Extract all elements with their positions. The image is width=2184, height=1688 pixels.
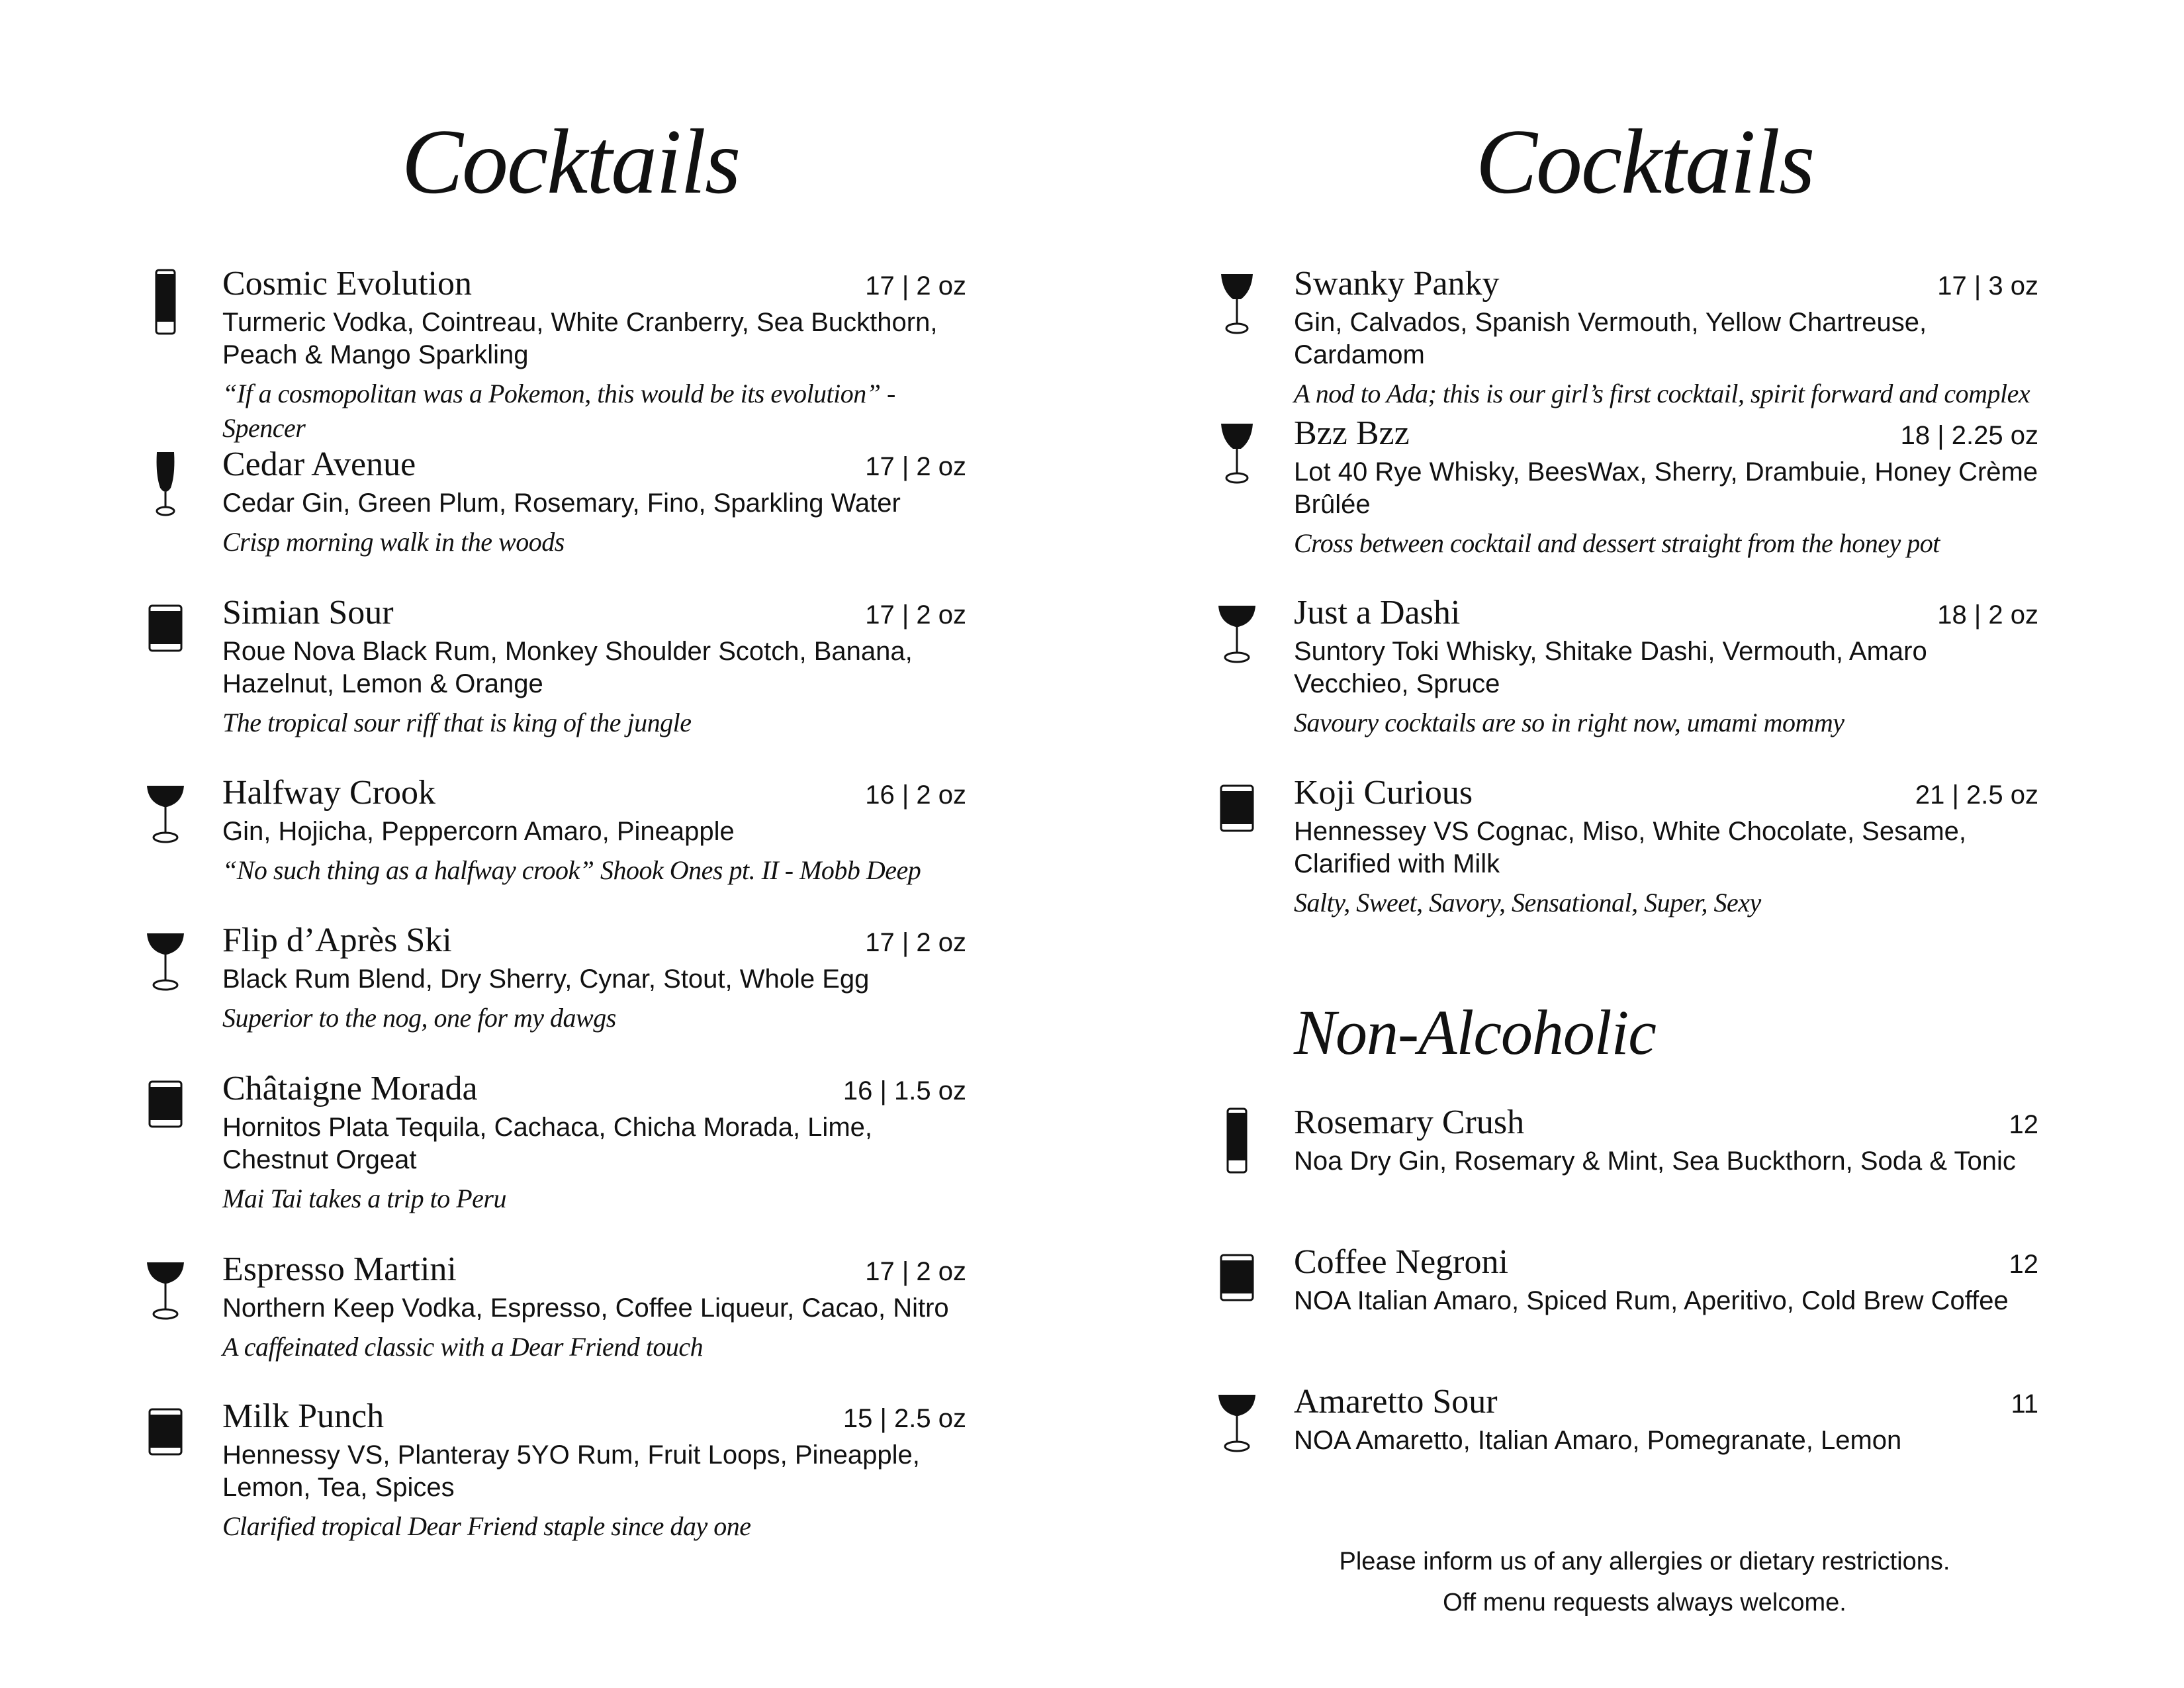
menu-item-cedar-avenue xyxy=(222,444,966,559)
drink-note: The tropical sour riff that is king of the jungle xyxy=(222,708,692,737)
menu-item-milk-punch xyxy=(222,1396,966,1544)
drink-ingredients: Cedar Gin, Green Plum, Rosemary, Fino, Sparkling Water xyxy=(222,489,901,518)
drink-name: Swanky Panky xyxy=(1294,265,1500,303)
drink-name: Cedar Avenue xyxy=(222,445,416,483)
rocks-glass-icon xyxy=(144,1072,187,1141)
drink-ingredients: Gin, Hojicha, Peppercorn Amaro, Pineapple xyxy=(222,817,735,846)
drink-price: 11 xyxy=(2011,1389,2038,1419)
menu-item-cha-taigne-morada xyxy=(222,1068,966,1216)
drink-name: Châtaigne Morada xyxy=(222,1070,478,1107)
drink-note: Salty, Sweet, Savory, Sensational, Super, Sexy xyxy=(1294,888,1761,917)
menu-item-espresso-martini xyxy=(222,1249,966,1364)
drink-price: 17 | 2 oz xyxy=(865,1257,966,1286)
non-alcoholic-heading: Non-Alcoholic xyxy=(1294,997,1656,1068)
drink-ingredients: Suntory Toki Whisky, Shitake Dashi, Vermouth, Amaro Vecchieo, Spruce xyxy=(1294,637,1927,698)
coupe-glass-icon xyxy=(144,924,187,993)
drink-ingredients: Hennessy VS, Planteray 5YO Rum, Fruit Loops, Pineapple, Lemon, Tea, Spices xyxy=(222,1440,920,1502)
rocks-glass-icon xyxy=(1216,776,1258,845)
menu-item-just-a-dashi xyxy=(1294,592,2038,740)
coupe-glass-icon xyxy=(144,776,187,845)
drink-note: Clarified tropical Dear Friend staple since day one xyxy=(222,1511,751,1541)
menu-item-koji-curious xyxy=(1294,773,2038,920)
drink-price: 16 | 2 oz xyxy=(865,780,966,810)
drink-ingredients: Noa Dry Gin, Rosemary & Mint, Sea Buckthorn, Soda & Tonic xyxy=(1294,1147,2016,1176)
drink-name: Halfway Crook xyxy=(222,774,436,812)
rocks-glass-icon xyxy=(144,596,187,665)
drink-price: 21 | 2.5 oz xyxy=(1915,780,2038,810)
drink-name: Cosmic Evolution xyxy=(222,265,472,303)
off-menu-notice: Off menu requests always welcome. xyxy=(1443,1589,1846,1617)
drink-ingredients: Black Rum Blend, Dry Sherry, Cynar, Stout, Whole Egg xyxy=(222,964,870,994)
rocks-glass-icon xyxy=(1216,1246,1258,1315)
drink-price: 17 | 2 oz xyxy=(865,271,966,301)
menu-item-flip-d-apre-s-ski xyxy=(222,920,966,1035)
drink-ingredients: Roue Nova Black Rum, Monkey Shoulder Scotch, Banana, Hazelnut, Lemon & Orange xyxy=(222,637,913,698)
menu-item-simian-sour xyxy=(222,592,966,740)
drink-name: Simian Sour xyxy=(222,594,394,632)
drink-ingredients: Hornitos Plata Tequila, Cachaca, Chicha Morada, Lime, Chestnut Orgeat xyxy=(222,1113,872,1174)
coupe-glass-icon xyxy=(144,1253,187,1322)
drink-note: A caffeinated classic with a Dear Friend touch xyxy=(222,1332,704,1362)
coupe-glass-icon xyxy=(1216,596,1258,665)
rocks-glass-icon xyxy=(144,1400,187,1469)
drink-ingredients: Lot 40 Rye Whisky, BeesWax, Sherry, Drambuie, Honey Crème Brûlée xyxy=(1294,457,2038,519)
drink-note: Savoury cocktails are so in right now, umami mommy xyxy=(1294,708,1844,737)
drink-name: Milk Punch xyxy=(222,1397,385,1435)
left-page-title: Cocktails xyxy=(401,111,740,213)
menu-item-cosmic-evolution xyxy=(222,263,966,445)
drink-name: Coffee Negroni xyxy=(1294,1243,1508,1281)
drink-name: Rosemary Crush xyxy=(1294,1103,1525,1141)
drink-price: 12 xyxy=(2009,1110,2038,1139)
drink-note: Mai Tai takes a trip to Peru xyxy=(222,1184,506,1213)
drink-note: “No such thing as a halfway crook” Shook Ones pt. II - Mobb Deep xyxy=(222,855,921,885)
menu-item-rosemary-crush xyxy=(1294,1102,2038,1178)
drink-price: 18 | 2.25 oz xyxy=(1900,421,2038,450)
coupe-glass-icon xyxy=(1216,1385,1258,1454)
menu-item-bzz-bzz xyxy=(1294,413,2038,561)
drink-name: Bzz Bzz xyxy=(1294,414,1410,452)
drink-note: Cross between cocktail and dessert straight from the honey pot xyxy=(1294,528,1940,558)
drink-ingredients: Turmeric Vodka, Cointreau, White Cranberry, Sea Buckthorn, Peach & Mango Sparkling xyxy=(222,308,938,369)
menu-item-swanky-panky xyxy=(1294,263,2038,411)
drink-ingredients: NOA Italian Amaro, Spiced Rum, Aperitivo, Cold Brew Coffee xyxy=(1294,1286,2009,1315)
drink-name: Koji Curious xyxy=(1294,774,1473,812)
drink-note: Superior to the nog, one for my dawgs xyxy=(222,1003,616,1033)
allergy-notice: Please inform us of any allergies or dietary restrictions. xyxy=(1339,1548,1950,1575)
nick-and-nora-glass-icon xyxy=(1216,417,1258,486)
drink-ingredients: Hennessey VS Cognac, Miso, White Chocolate, Sesame, Clarified with Milk xyxy=(1294,817,1967,878)
menu-item-halfway-crook xyxy=(222,773,966,888)
drink-ingredients: Gin, Calvados, Spanish Vermouth, Yellow Chartreuse, Cardamom xyxy=(1294,308,1927,369)
right-page-title: Cocktails xyxy=(1475,111,1814,213)
drink-ingredients: Northern Keep Vodka, Espresso, Coffee Liqueur, Cacao, Nitro xyxy=(222,1293,949,1323)
menu-item-amaretto-sour xyxy=(1294,1382,2038,1457)
drink-name: Flip d’Après Ski xyxy=(222,921,452,959)
drink-note: “If a cosmopolitan was a Pokemon, this would be its evolution” - Spencer xyxy=(222,379,895,443)
drink-price: 18 | 2 oz xyxy=(1937,600,2038,630)
drink-price: 17 | 2 oz xyxy=(865,600,966,630)
drink-note: A nod to Ada; this is our girl’s first cocktail, spirit forward and complex xyxy=(1294,379,2030,408)
nick-and-nora-glass-icon xyxy=(1216,267,1258,336)
drink-ingredients: NOA Amaretto, Italian Amaro, Pomegranate, Lemon xyxy=(1294,1426,1902,1455)
drink-price: 17 | 3 oz xyxy=(1937,271,2038,301)
drink-name: Espresso Martini xyxy=(222,1250,457,1288)
drink-note: Crisp morning walk in the woods xyxy=(222,527,565,557)
drink-price: 17 | 2 oz xyxy=(865,928,966,957)
drink-price: 12 xyxy=(2009,1250,2038,1279)
menu-item-coffee-negroni xyxy=(1294,1242,2038,1317)
highball-glass-icon xyxy=(1216,1106,1258,1175)
drink-price: 15 | 2.5 oz xyxy=(842,1404,966,1433)
flute-glass-icon xyxy=(144,448,187,517)
drink-name: Just a Dashi xyxy=(1294,594,1461,632)
highball-glass-icon xyxy=(144,267,187,336)
drink-price: 16 | 1.5 oz xyxy=(842,1076,966,1105)
drink-price: 17 | 2 oz xyxy=(865,452,966,481)
drink-name: Amaretto Sour xyxy=(1294,1383,1498,1421)
